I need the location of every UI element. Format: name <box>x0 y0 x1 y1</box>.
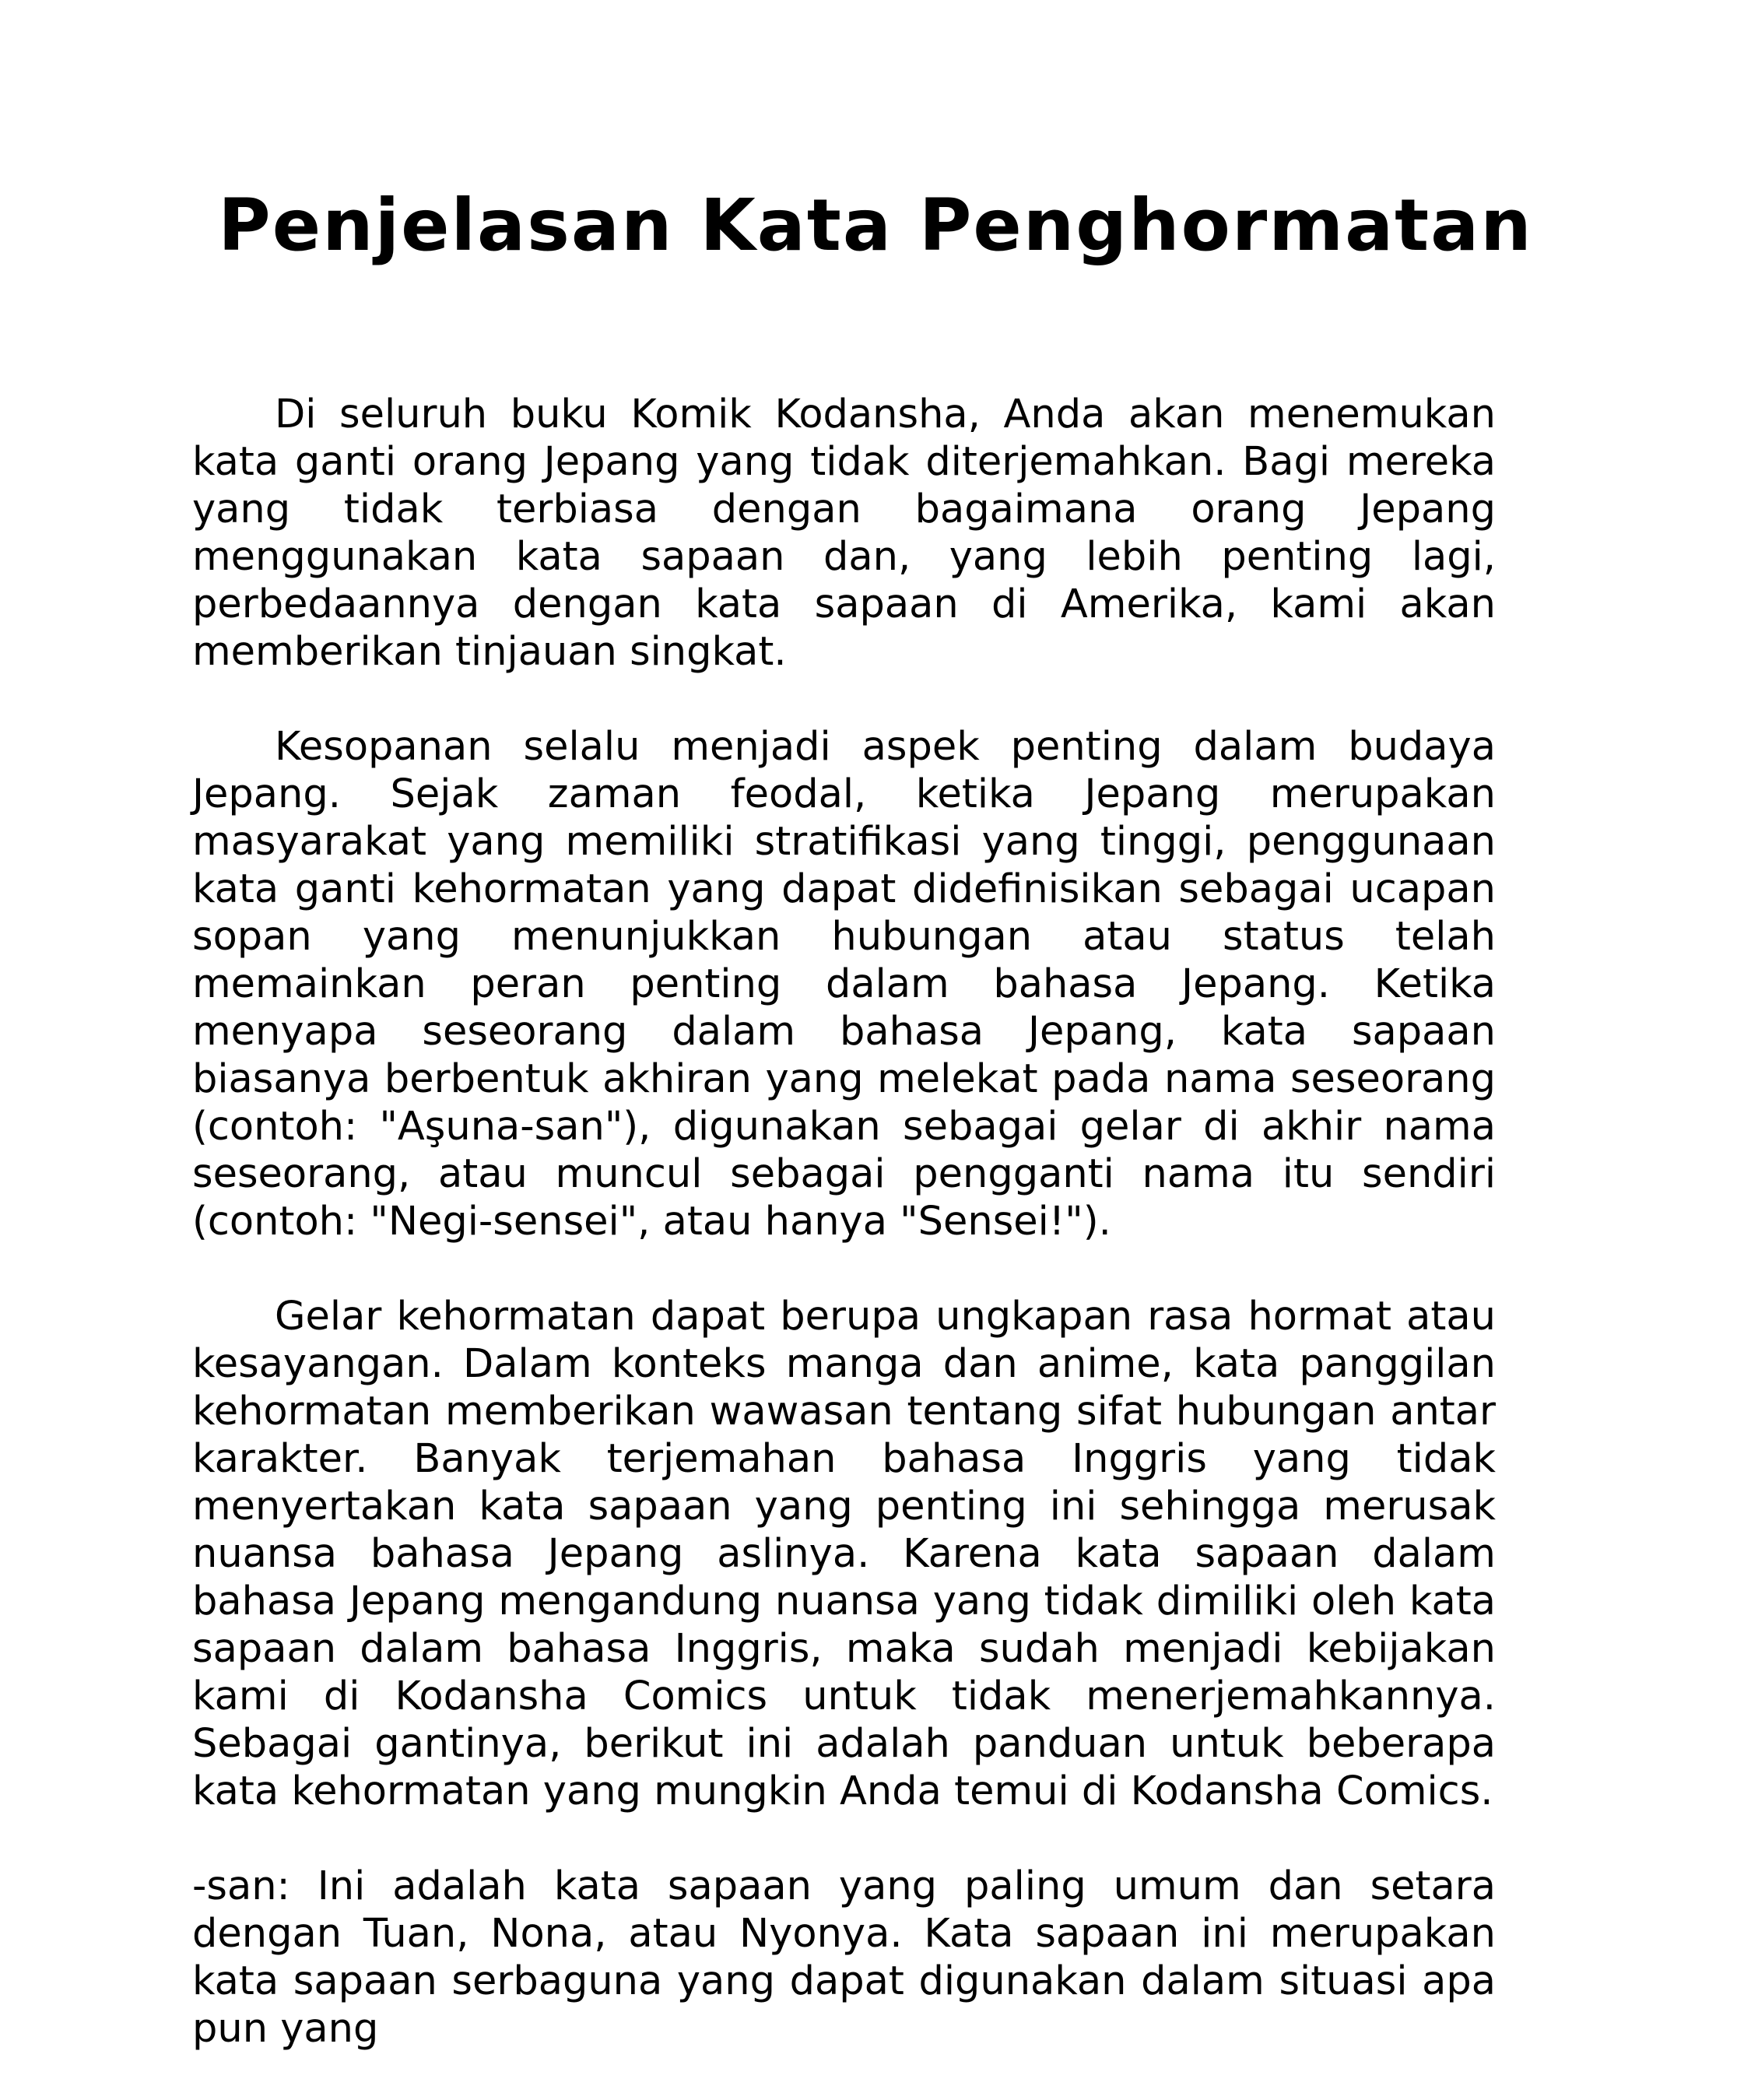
paragraph-honorifics: Gelar kehormatan dapat berupa ungkapan rasa hormat atau kesayangan. Dalam konteks manga dan anime, kata panggilan kehormatan memberikan wawasan tentang sifat hubungan antar karakter. Banyak terjemahan bahasa Inggris yang tidak menyertakan kata sapaan yang penting ini sehingga merusak nuansa bahasa Jepang aslinya. Karena kata sapaan dalam bahasa Jepang mengandung nuansa yang tidak dimiliki oleh kata sapaan dalam bahasa Inggris, maka sudah menjadi kebijakan kami di Kodansha Comics untuk tidak menerjemahkannya. Sebagai gantinya, berikut ini adalah panduan untuk beberapa kata kehormatan yang mungkin Anda temui di Kodansha Comics. <box>192 1294 1496 1814</box>
paragraph-politeness: Kesopanan selalu menjadi aspek penting dalam budaya Jepang. Sejak zaman feodal, ketika Jepang merupakan masyarakat yang memiliki stratifikasi yang tinggi, penggunaan kata ganti kehormatan yang dapat didefinisikan sebagai ucapan sopan yang menunjukkan hubungan atau status telah memainkan peran penting dalam bahasa Jepang. Ketika menyapa seseorang dalam bahasa Jepang, kata sapaan biasanya berbentuk akhiran yang melekat pada nama seseorang (contoh: "Aşuna-san"), digunakan sebagai gelar di akhir nama seseorang, atau muncul sebagai pengganti nama itu sendiri (contoh: "Negi-sensei", atau hanya "Sensei!"). <box>192 724 1496 1245</box>
paragraph-san-definition: -san: Ini adalah kata sapaan yang paling umum dan setara dengan Tuan, Nona, atau Nyonya. Kata sapaan ini merupakan kata sapaan serbaguna yang dapat digunakan dalam situasi apa pun yang <box>192 1863 1496 2052</box>
paragraph-intro: Di seluruh buku Komik Kodansha, Anda akan menemukan kata ganti orang Jepang yang tidak diterjemahkan. Bagi mereka yang tidak terbiasa dengan bagaimana orang Jepang menggunakan kata sapaan dan, yang lebih penting lagi, perbedaannya dengan kata sapaan di Amerika, kami akan memberikan tinjauan singkat. <box>192 392 1496 675</box>
page-title: Penjelasan Kata Penghormatan <box>218 184 1533 267</box>
body-text <box>192 391 1496 2100</box>
